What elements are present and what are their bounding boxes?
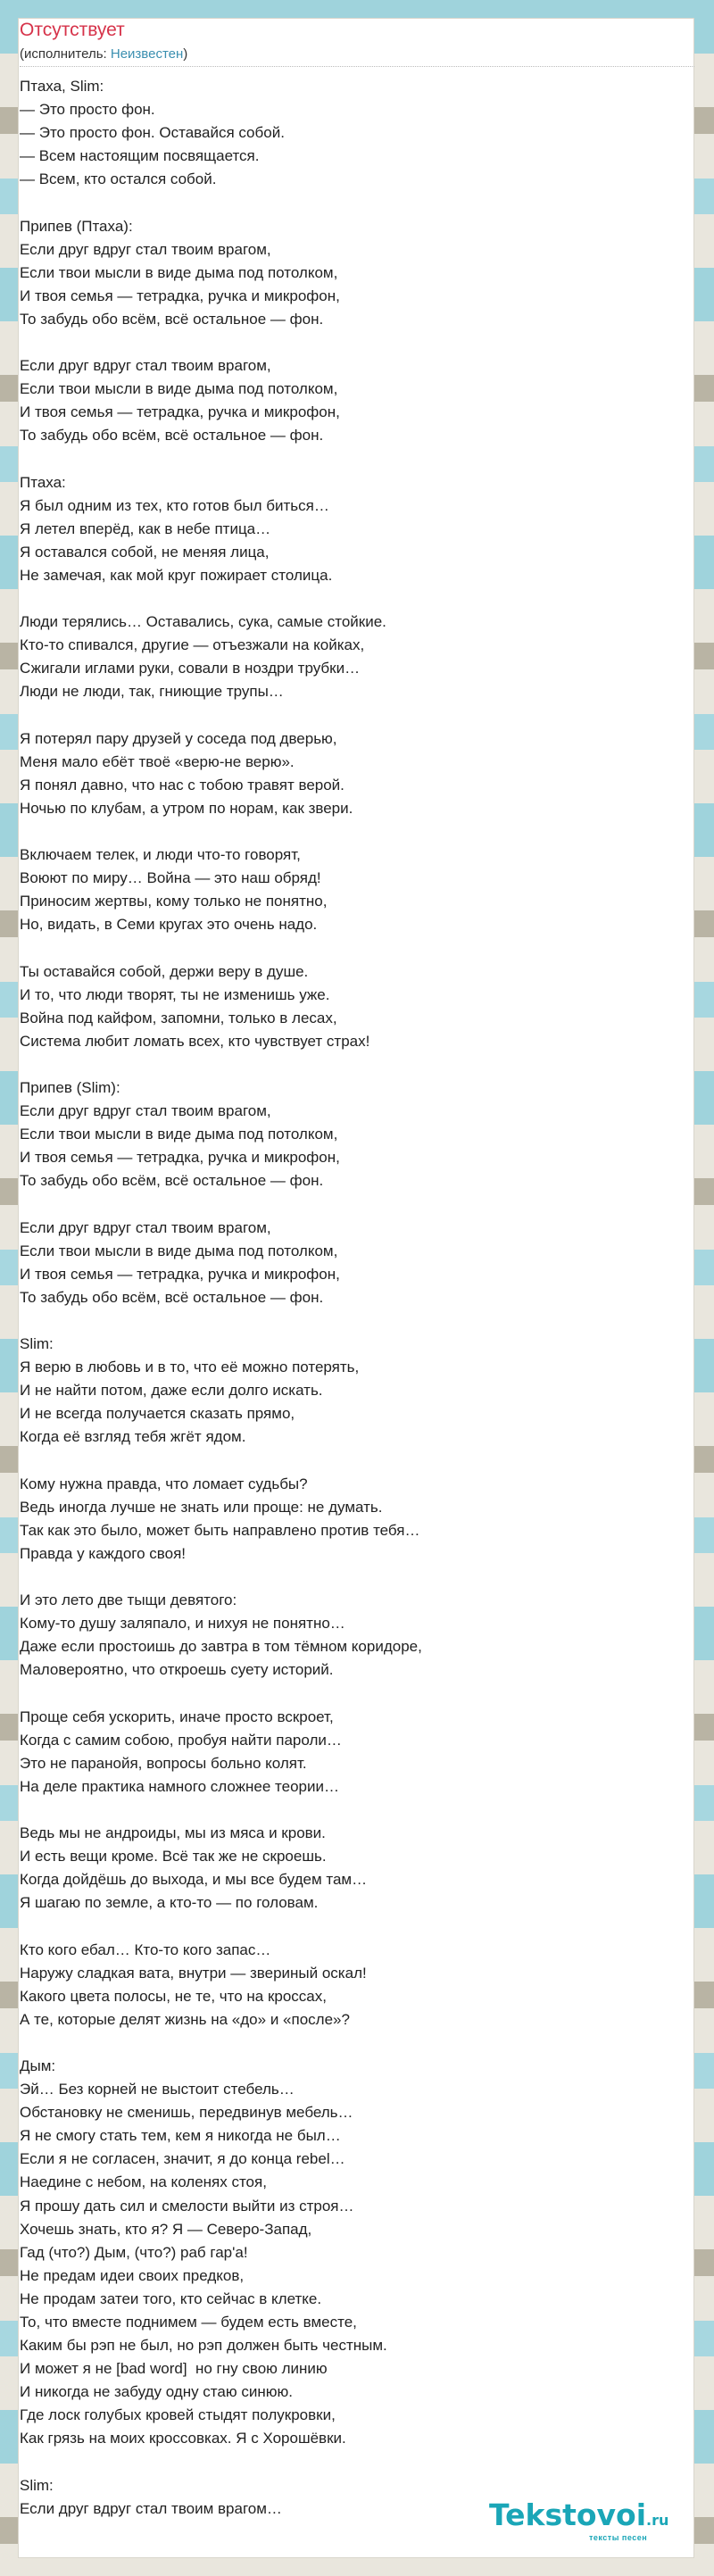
performer-prefix: (исполнитель: [20, 46, 111, 62]
logo-tld: .ru [646, 2512, 669, 2529]
logo-name: Tekstovoi [489, 2497, 647, 2532]
lyrics-text: Птаха, Slim: — Это просто фон. — Это просто фон. Оставайся собой. — Всем настоящим посвящается. — Всем, кто остался собой. Припев (Птаха): Если друг вдруг стал твоим врагом, Если твои мысли в виде дыма под потолком, И твоя семья — тетрадка, ручка и микрофон, То забудь обо всём, всё остальное — фон. Если друг вдруг стал твоим врагом, Если твои мысли в виде дыма под потолком, И твоя семья — тетрадка, ручка и микрофон, То забудь обо всём, всё остальное — фон. Птаха: Я был одним из тех, кто готов был биться… Я летел вперёд, как в небе птица… Я оставался собой, не меняя лица, Не замечая, как мой круг пожирает столица. Люди терялись… Оставались, сука, самые стойкие. Кто-то спивался, другие — отъезжали на койках, Сжигали иглами руки, совали в ноздри трубки… Люди не люди, так, гниющие трупы… Я потерял пару друзей у соседа под дверью, Меня мало ебёт твоё «верю-не верю». Я понял давно, что нас с тобою травят верой. Ночью по клубам, а утром по норам, как звери. Включаем телек, и люди что-то говорят, Воюют по миру… Война — это наш обряд! Приносим жертвы, кому только не понятно, Но, видать, в Семи кругах это очень надо. Ты оставайся собой, держи веру в душе. И то, что люди творят, ты не изменишь уже. Война под кайфом, запомни, только в лесах, Система любит ломать всех, кто чувствует страх! Припев (Slim): Если друг вдруг стал твоим врагом, Если твои мысли в виде дыма под потолком, И твоя семья — тетрадка, ручка и микрофон, То забудь обо всём, всё остальное — фон. Если друг вдруг стал твоим врагом, Если твои мысли в виде дыма под потолком, И твоя семья — тетрадка, ручка и микрофон, То забудь обо всём, всё остальное — фон. Slim: Я верю в любовь и в то, что её можно потерять, И не найти потом, даже если долго искать. И не всегда получается сказать прямо, Когда её взгляд тебя жгёт ядом. Кому нужна правда, что ломает судьбы? Ведь иногда лучше не знать или проще: не думать. Так как это было, может быть направлено против тебя… Правда у каждого своя! И это лето две тыщи девятого: Кому-то душу заляпало, и нихуя не понятно… Даже если простоишь до завтра в том тёмном коридоре, Маловероятно, что откроешь суету историй. Проще себя ускорить, иначе просто вскроет, Когда с самим собою, пробуя найти пароли… Это не паранойя, вопросы больно колят. На деле практика намного сложнее теории… Ведь мы не андроиды, мы из мяса и крови. И есть вещи кроме. Всё так же не скроешь. Когда дойдёшь до выхода, и мы все будем там… Я шагаю по земле, а кто-то — по головам. Кто кого ебал… Кто-то кого запас… Наружу сладкая вата, внутри — звериный оскал! Какого цвета полосы, не те, что на кроссах, А те, которые делят жизнь на «до» и «после»? Дым: Эй… Без корней не выстоит стебель… Обстановку не сменишь, передвинув мебель… Я не смогу стать тем, кем я никогда не был… Если я не согласен, значит, я до конца rebel… Наедине с небом, на коленях стоя, Я прошу дать сил и смелости выйти из строя… Хочешь знать, кто я? Я — Северо-Запад, Гад (что?) Дым, (что?) раб гар'а! Не предам идеи своих предков, Не продам затеи того, кто сейчас в клетке. То, что вместе поднимем — будем есть вместе, Каким бы рэп не был, но рэп должен быть честным. И может я не [bad word] но гну свою линию И никогда не забуду одну стаю синюю. Где лоск голубых кровей стыдят полукровки, Как грязь на моих кроссовках. Я с Хорошёвки. Slim: Если друг вдруг стал твоим врагом… [20, 78, 422, 2517]
performer-suffix: ) [183, 46, 188, 62]
logo-tagline: тексты песен [589, 2533, 648, 2542]
header-divider [20, 66, 694, 67]
performer-link[interactable]: Неизвестен [110, 46, 184, 62]
performer-line [20, 46, 187, 62]
site-logo[interactable] [489, 2499, 685, 2562]
logo-wordmark [489, 2499, 685, 2537]
song-title: Отсутствует [20, 20, 125, 40]
